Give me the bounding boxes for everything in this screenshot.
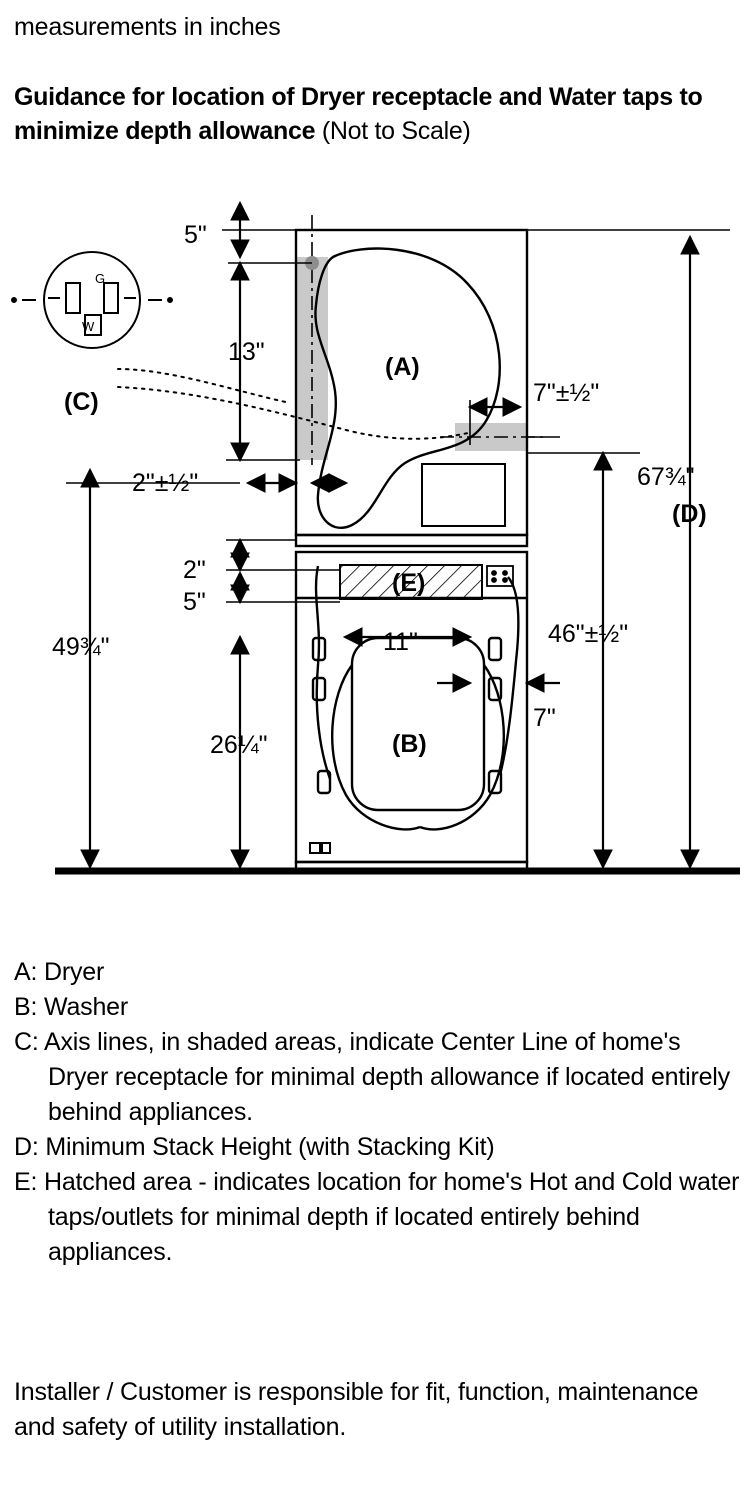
legend-sep-b: : [30, 993, 44, 1021]
dim-dryer-right-offset: 7"±½" [533, 379, 600, 407]
legend-text-d: Minimum Stack Height (with Stacking Kit) [45, 1133, 495, 1161]
legend-sep-a: : [30, 958, 44, 986]
appliance-stack-diagram [0, 195, 750, 905]
responsibility-note: Installer / Customer is responsible for fit, function, maintenance and safety of utility installation. [14, 1378, 699, 1441]
outlet-white-label: W [82, 319, 95, 334]
legend-key-c: C [14, 1028, 32, 1056]
dim-top-offset: 5" [184, 221, 207, 249]
legend-text-e: Hatched area - indicates location for home's Hot and Cold water taps/outlets for minimal depth if located entirely behind appliances. [43, 1168, 740, 1266]
legend-sep-c: : [31, 1028, 44, 1056]
legend-text-a: Dryer [43, 958, 105, 986]
legend-sep-e: : [30, 1168, 44, 1196]
dim-washer-door-height: 26¼" [210, 731, 268, 759]
dim-total-stack-height: 67¾" [637, 463, 695, 491]
dim-dryer-receptacle-height: 13" [228, 338, 265, 366]
legend-item-c [14, 1025, 744, 1130]
legend-key-b: B [14, 993, 31, 1021]
legend-item-e [14, 1165, 744, 1270]
legend-text-c: Axis lines, in shaded areas, indicate Center Line of home's Dryer receptacle for minimal depth allowance if located entirely behind appliances. [43, 1028, 730, 1126]
legend-item-b [14, 990, 744, 1025]
page-title [14, 80, 734, 148]
legend-item-a [14, 955, 744, 990]
dim-washer-right-offset: 7" [533, 704, 556, 732]
legend-item-d [14, 1130, 744, 1165]
units-caption: measurements in inches [14, 13, 281, 41]
dryer-body [296, 230, 527, 546]
dryer-door-outline [315, 249, 499, 528]
outlet-ground-label: G [95, 271, 106, 286]
legend [14, 955, 744, 1270]
dim-washer-tap-width: 11" [383, 628, 418, 656]
legend-text-b: Washer [43, 993, 128, 1021]
dim-lower-stack-height: 49¾" [52, 633, 110, 661]
legend-key-d: D [14, 1133, 32, 1161]
label-washer-zone: (B) [392, 730, 427, 758]
legend-sep-d: : [31, 1133, 46, 1161]
legend-key-a: A [14, 958, 31, 986]
legend-key-e: E [14, 1168, 31, 1196]
label-axis-note: (C) [64, 388, 99, 416]
page-title-suffix: (Not to Scale) [315, 117, 471, 145]
dim-washer-top-gap: 2" [183, 556, 206, 584]
label-dryer-zone: (A) [385, 353, 420, 381]
dim-washer-total-height: 46"±½" [548, 620, 629, 648]
dim-washer-tap-height: 5" [183, 588, 206, 616]
shaded-receptacle-zone-right [455, 423, 527, 451]
page-title-main: Guidance for location of Dryer receptacle and Water taps to minimize depth allowance [14, 83, 703, 145]
washer-feet [310, 843, 330, 853]
dim-total-stack-label: (D) [672, 500, 707, 528]
dim-dryer-left-offset: 2"±½" [132, 469, 199, 497]
label-hatched-zone: (E) [392, 569, 426, 597]
washer-control-panel [487, 566, 513, 586]
